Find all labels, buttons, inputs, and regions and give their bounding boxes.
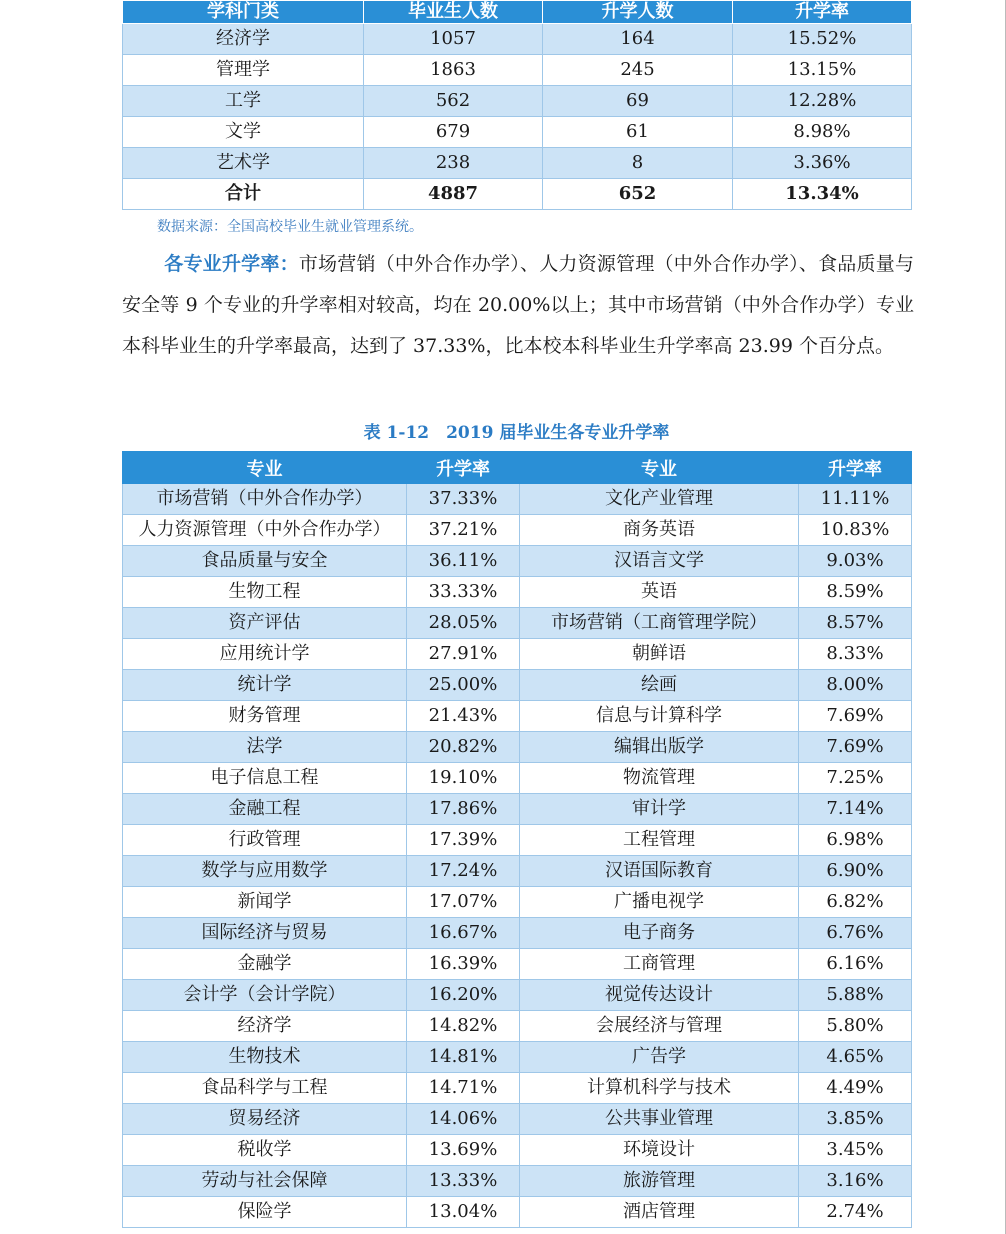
table-cell: 14.71% xyxy=(407,1073,520,1104)
header-further-study: 升学人数 xyxy=(543,1,733,24)
table-cell: 17.86% xyxy=(407,794,520,825)
table-cell: 69 xyxy=(543,86,733,117)
table-cell: 税收学 xyxy=(123,1135,407,1166)
table-row xyxy=(123,1011,912,1042)
table-row xyxy=(123,887,912,918)
table-cell: 238 xyxy=(364,148,543,179)
table-cell: 6.82% xyxy=(799,887,912,918)
table-header-row xyxy=(123,1,912,24)
table-cell: 2.74% xyxy=(799,1197,912,1228)
header-graduates: 毕业生人数 xyxy=(364,1,543,24)
table-cell: 13.69% xyxy=(407,1135,520,1166)
data-source-note: 数据来源：全国高校毕业生就业管理系统。 xyxy=(157,219,423,235)
table-row xyxy=(123,1104,912,1135)
paragraph-text: 市场营销（中外合作办学）、人力资源管理（中外合作办学）、食品质量与安全等 9 个专业的升学率相对较高，均在 20.00%以上；其中市场营销（中外合作办学）专业本科毕业生的升学率最高，达到了 37.33%，比本校本科毕业生升学率高 23.99 个百分点。 xyxy=(122,253,914,357)
table-cell: 7.25% xyxy=(799,763,912,794)
table-cell: 保险学 xyxy=(123,1197,407,1228)
header-major-right: 专业 xyxy=(520,452,799,484)
table-cell: 汉语国际教育 xyxy=(520,856,799,887)
table-cell: 会展经济与管理 xyxy=(520,1011,799,1042)
table-cell: 工学 xyxy=(123,86,364,117)
table-row xyxy=(123,117,912,148)
table-cell: 审计学 xyxy=(520,794,799,825)
table-cell: 679 xyxy=(364,117,543,148)
table-cell: 数学与应用数学 xyxy=(123,856,407,887)
table-row xyxy=(123,1197,912,1228)
table-cell: 3.85% xyxy=(799,1104,912,1135)
header-rate-right: 升学率 xyxy=(799,452,912,484)
table-cell: 文化产业管理 xyxy=(520,484,799,515)
table-cell: 编辑出版学 xyxy=(520,732,799,763)
table-cell: 8.33% xyxy=(799,639,912,670)
table-cell: 物流管理 xyxy=(520,763,799,794)
table-row xyxy=(123,1073,912,1104)
table-cell: 3.16% xyxy=(799,1166,912,1197)
table-cell: 会计学（会计学院） xyxy=(123,980,407,1011)
table-cell: 行政管理 xyxy=(123,825,407,856)
header-rate: 升学率 xyxy=(733,1,912,24)
table-row xyxy=(123,918,912,949)
table-row xyxy=(123,949,912,980)
table-cell: 人力资源管理（中外合作办学） xyxy=(123,515,407,546)
table-row xyxy=(123,148,912,179)
table-cell: 生物技术 xyxy=(123,1042,407,1073)
table-cell: 商务英语 xyxy=(520,515,799,546)
table-row xyxy=(123,608,912,639)
table-cell: 文学 xyxy=(123,117,364,148)
table-cell: 财务管理 xyxy=(123,701,407,732)
table-cell: 1863 xyxy=(364,55,543,86)
table-cell: 7.69% xyxy=(799,732,912,763)
discipline-table xyxy=(122,0,912,210)
table-cell: 13.04% xyxy=(407,1197,520,1228)
table-row xyxy=(123,1135,912,1166)
table-cell: 劳动与社会保障 xyxy=(123,1166,407,1197)
table-cell: 16.67% xyxy=(407,918,520,949)
table-row xyxy=(123,546,912,577)
table-cell: 25.00% xyxy=(407,670,520,701)
table-row xyxy=(123,55,912,86)
table-row xyxy=(123,515,912,546)
table-cell: 经济学 xyxy=(123,24,364,55)
table-cell: 朝鲜语 xyxy=(520,639,799,670)
table-cell: 13.33% xyxy=(407,1166,520,1197)
table-row xyxy=(123,1042,912,1073)
table-cell: 7.14% xyxy=(799,794,912,825)
table-cell: 5.88% xyxy=(799,980,912,1011)
table-cell: 英语 xyxy=(520,577,799,608)
table-cell: 14.81% xyxy=(407,1042,520,1073)
table-cell: 33.33% xyxy=(407,577,520,608)
table-row xyxy=(123,86,912,117)
body-paragraph xyxy=(122,244,914,367)
table-cell: 视觉传达设计 xyxy=(520,980,799,1011)
table-row xyxy=(123,732,912,763)
table-cell: 7.69% xyxy=(799,701,912,732)
table-cell: 4.65% xyxy=(799,1042,912,1073)
table-row xyxy=(123,24,912,55)
table-cell: 法学 xyxy=(123,732,407,763)
table-cell: 应用统计学 xyxy=(123,639,407,670)
table-cell: 经济学 xyxy=(123,1011,407,1042)
header-rate-left: 升学率 xyxy=(407,452,520,484)
table-caption: 表 1-12 2019 届毕业生各专业升学率 xyxy=(363,423,670,443)
table-cell: 工商管理 xyxy=(520,949,799,980)
total-cell: 4887 xyxy=(364,179,543,210)
table-row xyxy=(123,763,912,794)
table-row xyxy=(123,639,912,670)
table-cell: 61 xyxy=(543,117,733,148)
table-cell: 9.03% xyxy=(799,546,912,577)
table-cell: 生物工程 xyxy=(123,577,407,608)
table-cell: 食品质量与安全 xyxy=(123,546,407,577)
table-row xyxy=(123,670,912,701)
table-cell: 6.90% xyxy=(799,856,912,887)
table-cell: 贸易经济 xyxy=(123,1104,407,1135)
table-cell: 12.28% xyxy=(733,86,912,117)
table-cell: 8 xyxy=(543,148,733,179)
table-cell: 5.80% xyxy=(799,1011,912,1042)
table-cell: 19.10% xyxy=(407,763,520,794)
table-cell: 164 xyxy=(543,24,733,55)
table-cell: 14.06% xyxy=(407,1104,520,1135)
total-row xyxy=(123,179,912,210)
table-cell: 20.82% xyxy=(407,732,520,763)
table-cell: 4.49% xyxy=(799,1073,912,1104)
paragraph-heading: 各专业升学率： xyxy=(164,253,299,275)
table-cell: 37.33% xyxy=(407,484,520,515)
table-cell: 36.11% xyxy=(407,546,520,577)
table-row xyxy=(123,484,912,515)
table-cell: 6.76% xyxy=(799,918,912,949)
table-cell: 15.52% xyxy=(733,24,912,55)
table-cell: 14.82% xyxy=(407,1011,520,1042)
table-cell: 管理学 xyxy=(123,55,364,86)
table-cell: 17.39% xyxy=(407,825,520,856)
table-cell: 245 xyxy=(543,55,733,86)
table-cell: 国际经济与贸易 xyxy=(123,918,407,949)
table-cell: 16.20% xyxy=(407,980,520,1011)
table-cell: 金融学 xyxy=(123,949,407,980)
table-cell: 汉语言文学 xyxy=(520,546,799,577)
table-cell: 16.39% xyxy=(407,949,520,980)
table-cell: 电子信息工程 xyxy=(123,763,407,794)
header-major-left: 专业 xyxy=(123,452,407,484)
table-cell: 562 xyxy=(364,86,543,117)
table-cell: 新闻学 xyxy=(123,887,407,918)
table-row xyxy=(123,856,912,887)
table-cell: 金融工程 xyxy=(123,794,407,825)
total-cell: 652 xyxy=(543,179,733,210)
table-header-row xyxy=(123,452,912,484)
table-cell: 信息与计算科学 xyxy=(520,701,799,732)
table-cell: 艺术学 xyxy=(123,148,364,179)
table-cell: 酒店管理 xyxy=(520,1197,799,1228)
table-cell: 8.00% xyxy=(799,670,912,701)
table-row xyxy=(123,980,912,1011)
major-rate-table xyxy=(122,451,912,1228)
table-cell: 食品科学与工程 xyxy=(123,1073,407,1104)
table-row xyxy=(123,1166,912,1197)
table-cell: 8.59% xyxy=(799,577,912,608)
table-row xyxy=(123,794,912,825)
table-cell: 17.07% xyxy=(407,887,520,918)
table-cell: 17.24% xyxy=(407,856,520,887)
table-cell: 工程管理 xyxy=(520,825,799,856)
table-cell: 8.57% xyxy=(799,608,912,639)
table-cell: 广告学 xyxy=(520,1042,799,1073)
table-cell: 绘画 xyxy=(520,670,799,701)
table-cell: 6.16% xyxy=(799,949,912,980)
table-cell: 10.83% xyxy=(799,515,912,546)
table-cell: 28.05% xyxy=(407,608,520,639)
table-cell: 21.43% xyxy=(407,701,520,732)
table-cell: 市场营销（工商管理学院） xyxy=(520,608,799,639)
table-cell: 环境设计 xyxy=(520,1135,799,1166)
table-cell: 旅游管理 xyxy=(520,1166,799,1197)
header-discipline: 学科门类 xyxy=(123,1,364,24)
table-cell: 11.11% xyxy=(799,484,912,515)
table-cell: 广播电视学 xyxy=(520,887,799,918)
table-cell: 公共事业管理 xyxy=(520,1104,799,1135)
table-row xyxy=(123,577,912,608)
table-row xyxy=(123,825,912,856)
table-row xyxy=(123,701,912,732)
table-cell: 市场营销（中外合作办学） xyxy=(123,484,407,515)
table-cell: 电子商务 xyxy=(520,918,799,949)
table-cell: 37.21% xyxy=(407,515,520,546)
table-cell: 计算机科学与技术 xyxy=(520,1073,799,1104)
table-cell: 6.98% xyxy=(799,825,912,856)
table-cell: 13.15% xyxy=(733,55,912,86)
table-cell: 1057 xyxy=(364,24,543,55)
table-cell: 3.45% xyxy=(799,1135,912,1166)
total-cell: 13.34% xyxy=(733,179,912,210)
table-cell: 8.98% xyxy=(733,117,912,148)
table-cell: 3.36% xyxy=(733,148,912,179)
table-cell: 统计学 xyxy=(123,670,407,701)
total-cell: 合计 xyxy=(123,179,364,210)
table-cell: 27.91% xyxy=(407,639,520,670)
table-cell: 资产评估 xyxy=(123,608,407,639)
